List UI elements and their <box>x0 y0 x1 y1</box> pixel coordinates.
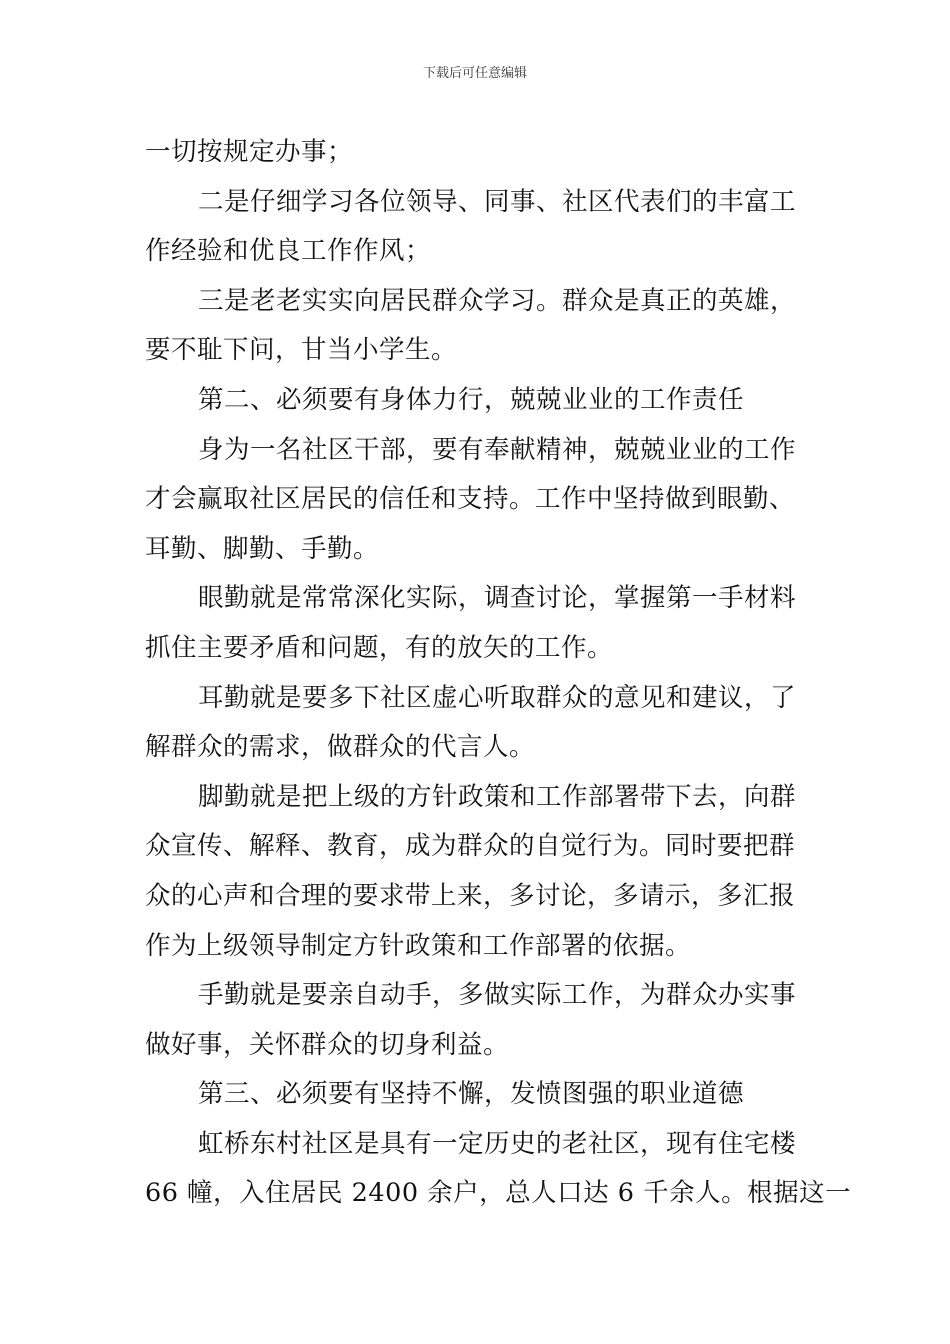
text-line: 作经验和优良工作作风； <box>145 236 432 267</box>
text-line: 手勤就是要亲自动手，多做实际工作，为群众办实事 <box>198 980 797 1011</box>
section-heading: 第二、必须要有身体力行，兢兢业业的工作责任 <box>198 384 745 415</box>
text-line: 二是仔细学习各位领导、同事、社区代表们的丰富工 <box>198 186 797 217</box>
page-header: 下载后可任意编辑 <box>422 66 527 81</box>
text-line: 做好事，关怀群众的切身利益。 <box>145 1029 510 1060</box>
text-line: 才会赢取社区居民的信任和支持。工作中坚持做到眼勤、 <box>145 484 796 515</box>
text-line: 耳勤就是要多下社区虚心听取群众的意见和建议，了 <box>198 682 797 713</box>
text-line: 66 幢，入住居民 2400 余户，总人口达 6 千余人。根据这一 <box>145 1178 852 1209</box>
text-line: 耳勤、脚勤、手勤。 <box>145 533 380 564</box>
text-line: 抓住主要矛盾和问题，有的放矢的工作。 <box>145 632 614 663</box>
text-line: 众的心声和合理的要求带上来，多讨论，多请示，多汇报 <box>145 880 796 911</box>
text-line: 要不耻下问，甘当小学生。 <box>145 335 458 366</box>
text-line: 一切按规定办事； <box>145 137 354 167</box>
text-line: 脚勤就是把上级的方针政策和工作部署带下去，向群 <box>198 781 797 812</box>
text-line: 虹桥东村社区是具有一定历史的老社区，现有住宅楼 <box>198 1128 797 1159</box>
text-line: 众宣传、解释、教育，成为群众的自觉行为。同时要把群 <box>145 831 796 862</box>
text-line: 三是老老实实向居民群众学习。群众是真正的英雄， <box>198 285 797 316</box>
text-line: 眼勤就是常常深化实际，调查讨论，掌握第一手材料 <box>198 583 797 614</box>
text-line: 解群众的需求，做群众的代言人。 <box>145 732 536 763</box>
document-body <box>145 128 852 1219</box>
text-line: 身为一名社区干部，要有奉献精神，兢兢业业的工作 <box>198 434 797 465</box>
text-line: 作为上级领导制定方针政策和工作部署的依据。 <box>145 930 692 961</box>
section-heading: 第三、必须要有坚持不懈，发愤图强的职业道德 <box>198 1079 745 1110</box>
